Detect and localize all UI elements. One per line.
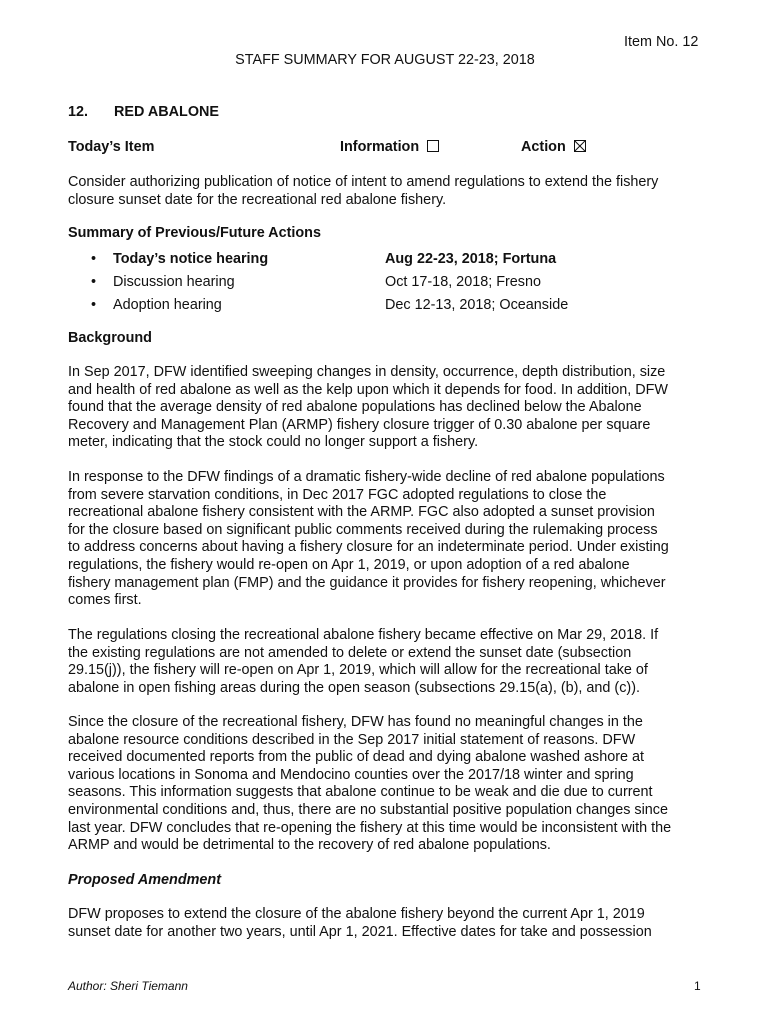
bullet-icon: •: [91, 274, 97, 290]
information-label: Information: [340, 139, 420, 155]
page-number: 1: [694, 979, 701, 993]
background-paragraph-1: In Sep 2017, DFW identified sweeping changes in density, occurrence, depth distribution, size and health of red abalone as well as the kelp upon which it depends for food. In addition, DFW found that the average density of red abalone populations has declined below the Abalone Recovery and Management Plan (ARMP) fishery closure trigger of 0.30 abalone per square meter, indicating that the stock could no longer support a fishery.: [68, 364, 668, 451]
list-item-label: Discussion hearing: [113, 274, 235, 290]
proposed-heading: Proposed Amendment: [68, 872, 221, 888]
information-option: [340, 139, 439, 157]
list-item-label: Today’s notice hearing: [113, 251, 269, 267]
footer-author: Author: Sheri Tiemann: [68, 979, 188, 993]
proposed-paragraph-1: DFW proposes to extend the closure of the abalone fishery beyond the current Apr 1, 2019 sunset date for another two years, until Apr 1, 2021. Effective dates for take and possession: [68, 906, 652, 940]
item-number: Item No. 12: [624, 34, 699, 50]
action-label: Action: [521, 139, 566, 155]
list-item-date: Oct 17-18, 2018; Fresno: [385, 274, 541, 290]
action-checkbox: [574, 140, 586, 152]
list-item-label: Adoption hearing: [113, 297, 222, 313]
background-heading: Background: [68, 330, 152, 346]
action-option: [521, 139, 586, 157]
list-item-date: Dec 12-13, 2018; Oceanside: [385, 297, 569, 313]
background-paragraph-3: The regulations closing the recreational abalone fishery became effective on Mar 29, 2018. If the existing regulations are not amended to delete or extend the sunset date (subsection 29.15(j)), the fishery will re-open on Apr 1, 2019, which will allow for the recreational take of abalone in open fishing areas during the open season (subsections 29.15(a), (b), and (c)).: [68, 627, 659, 696]
bullet-icon: •: [91, 297, 97, 313]
intro-paragraph: Consider authorizing publication of notice of intent to amend regulations to extend the fishery closure sunset date for the recreational red abalone fishery.: [68, 174, 659, 208]
background-paragraph-2: In response to the DFW findings of a dramatic fishery-wide decline of red abalone populations from severe starvation conditions, in Dec 2017 FGC adopted regulations to close the recreational abalone fishery consistent with the ARMP. FGC also adopted a sunset provision for the closure based on significant public comments received during the rulemaking process to address concerns about having a fishery closure for an indeterminate period. Under existing regulations, the fishery would re-open on Apr 1, 2019, or upon adoption of a red abalone fishery management plan (FMP) and the guidance it provides for fishery reopening, whichever comes first.: [68, 469, 669, 609]
section-title: RED ABALONE: [114, 104, 219, 120]
bullet-icon: •: [91, 251, 97, 267]
summary-heading: Summary of Previous/Future Actions: [68, 225, 321, 241]
todays-item-label: Today’s Item: [68, 139, 155, 155]
page-title: STAFF SUMMARY FOR AUGUST 22-23, 2018: [235, 52, 535, 68]
background-paragraph-4: Since the closure of the recreational fishery, DFW has found no meaningful changes in the abalone resource conditions described in the Sep 2017 initial statement of reasons. DFW received documented reports from the public of dead and dying abalone washed ashore at various locations in Sonoma and Mendocino counties over the 2017/18 winter and spring seasons. This information suggests that abalone continue to be weak and die due to current environmental conditions and, thus, there are no substantial positive population changes since last year. DFW concludes that re-opening the fishery at this time would be inconsistent with the ARMP and would be detrimental to the recovery of red abalone populations.: [68, 714, 672, 854]
list-item-date: Aug 22-23, 2018; Fortuna: [385, 251, 557, 267]
section-number: 12.: [68, 104, 89, 120]
information-checkbox: [427, 140, 439, 152]
